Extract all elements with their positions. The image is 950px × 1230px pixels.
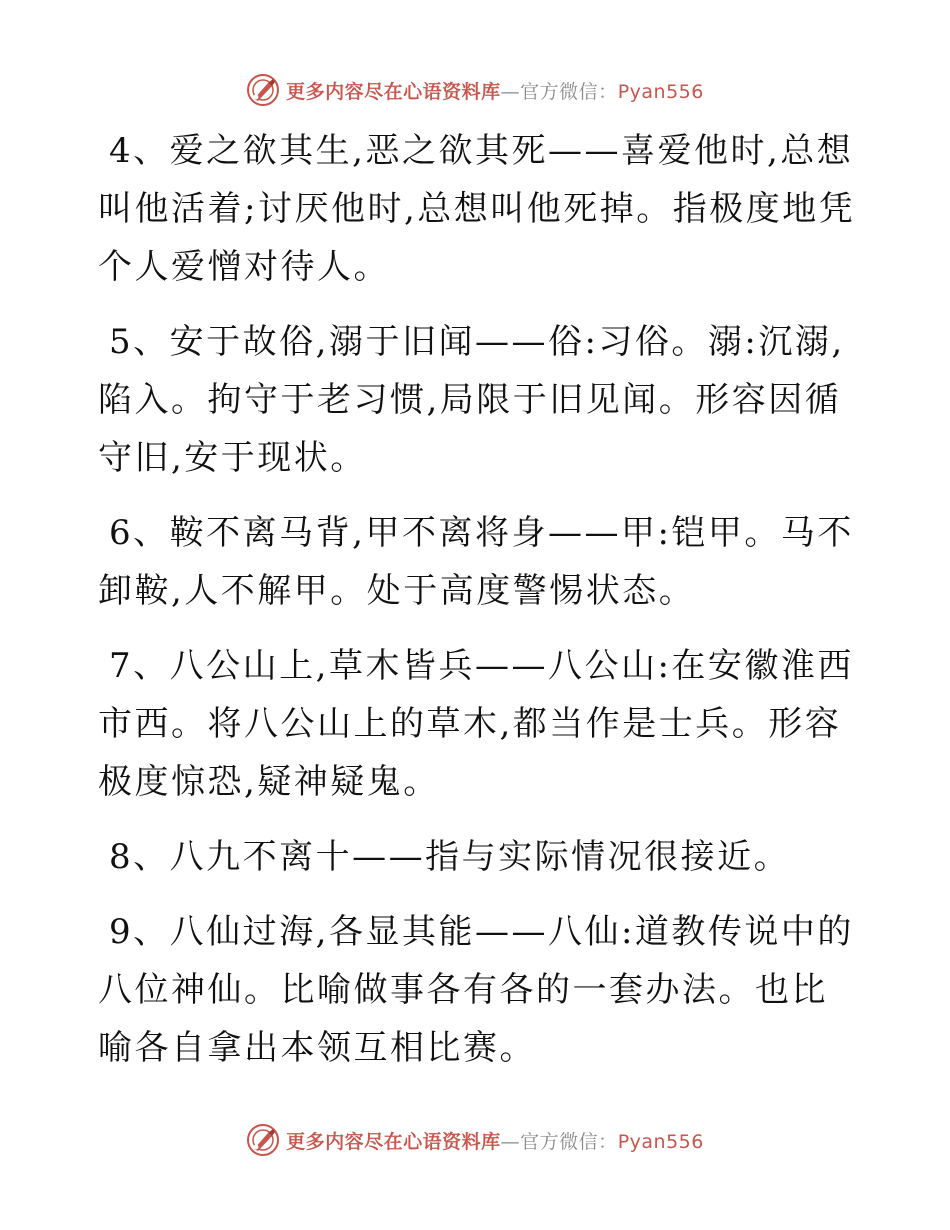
brand-logo-icon [246, 73, 280, 107]
watermark-brand: 更多内容尽在心语资料库 [286, 80, 501, 103]
footer-watermark [0, 1120, 950, 1160]
idiom-list [98, 122, 858, 1094]
idiom-entry-9: 9、八仙过海,各显其能——八仙:道教传说中的八位神仙。比喻做事各有各的一套办法。也比喻各自拿出本领互相比赛。 [98, 912, 854, 1068]
watermark-separator: — [500, 1130, 521, 1153]
watermark-label: 官方微信： [520, 80, 618, 103]
idiom-entry-6: 6、鞍不离马背,甲不离将身——甲:铠甲。马不卸鞍,人不解甲。处于高度警惕状态。 [98, 513, 854, 611]
watermark-wechat-id: Pyan556 [617, 80, 704, 103]
idiom-entry-4: 4、爱之欲其生,恶之欲其死——喜爱他时,总想叫他活着;讨厌他时,总想叫他死掉。指极度地凭个人爱憎对待人。 [98, 131, 856, 287]
brand-logo-icon [246, 1123, 280, 1157]
header-watermark [0, 70, 950, 110]
watermark-separator: — [500, 80, 521, 103]
watermark-wechat-id: Pyan556 [617, 1130, 704, 1153]
idiom-entry-5: 5、安于故俗,溺于旧闻——俗:习俗。溺:沉溺,陷入。拘守于老习惯,局限于旧见闻。形容因循守旧,安于现状。 [98, 322, 845, 478]
idiom-entry-8: 8、八九不离十——指与实际情况很接近。 [109, 837, 791, 877]
watermark-brand: 更多内容尽在心语资料库 [286, 1130, 501, 1153]
idiom-entry-7: 7、八公山上,草木皆兵——八公山:在安徽淮西市西。将八公山上的草木,都当作是士兵。形容极度惊恐,疑神疑鬼。 [98, 646, 854, 802]
watermark-label: 官方微信： [520, 1130, 618, 1153]
